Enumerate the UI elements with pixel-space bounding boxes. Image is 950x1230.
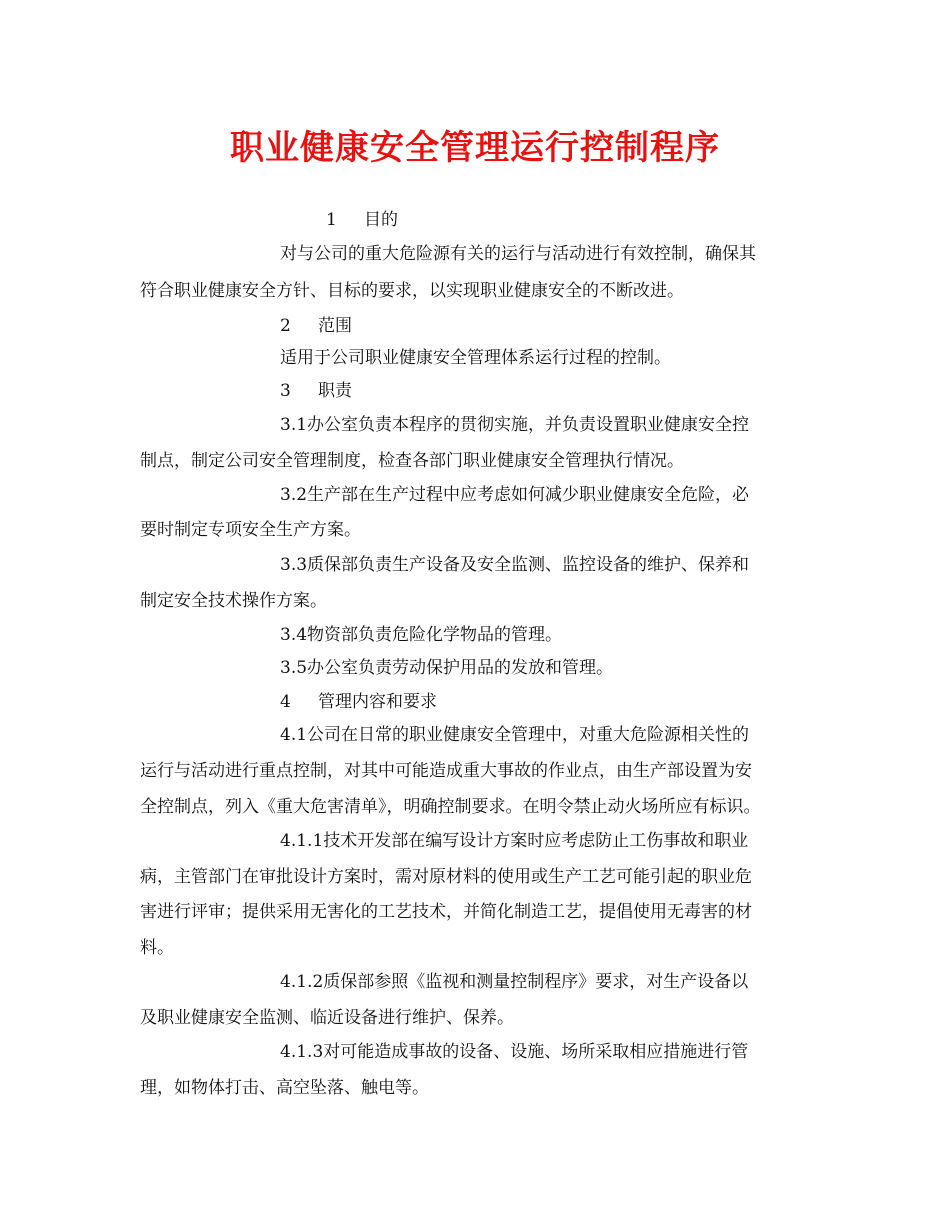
section-heading (280, 690, 950, 714)
paragraph-line: 3.4物资部负责危险化学物品的管理。 (280, 625, 563, 645)
paragraph-line: 对与公司的重大危险源有关的运行与活动进行有效控制，确保其 (280, 244, 756, 264)
paragraph-line: 制点，制定公司安全管理制度，检查各部门职业健康安全管理执行情况。 (140, 451, 684, 471)
section-title: 职责 (318, 381, 352, 401)
paragraph-line: 全控制点，列入《重大危害清单》，明确控制要求。在明令禁止动火场所应有标识。 (140, 797, 761, 817)
section-number: 4 (280, 692, 291, 712)
document-title: 职业健康安全管理运行控制程序 (230, 128, 720, 168)
paragraph-line: 适用于公司职业健康安全管理体系运行过程的控制。 (280, 348, 671, 368)
paragraph-line: 害进行评审；提供采用无害化的工艺技术，并简化制造工艺，提倡使用无毒害的材 (140, 902, 752, 922)
section-title: 范围 (318, 316, 352, 336)
paragraph-line: 符合职业健康安全方针、目标的要求，以实现职业健康安全的不断改进。 (140, 281, 684, 301)
paragraph-line: 理，如物体打击、高空坠落、触电等。 (140, 1078, 429, 1098)
paragraph-line: 制定安全技术操作方案。 (140, 591, 327, 611)
paragraph-line: 3.1办公室负责本程序的贯彻实施，并负责设置职业健康安全控 (280, 415, 750, 435)
section-heading (326, 208, 950, 232)
paragraph-line: 4.1.1技术开发部在编写设计方案时应考虑防止工伤事故和职业 (280, 831, 749, 851)
section-heading (280, 379, 950, 403)
paragraph-line: 要时制定专项安全生产方案。 (140, 520, 361, 540)
section-number: 2 (280, 316, 291, 336)
section-title: 目的 (364, 210, 398, 230)
paragraph-line: 3.3质保部负责生产设备及安全监测、监控设备的维护、保养和 (280, 555, 750, 575)
paragraph-line: 及职业健康安全监测、临近设备进行维护、保养。 (140, 1008, 514, 1028)
section-number: 1 (326, 210, 337, 230)
section-number: 3 (280, 381, 291, 401)
paragraph-line: 3.5办公室负责劳动保护用品的发放和管理。 (280, 658, 614, 678)
paragraph-line: 4.1.3对可能造成事故的设备、设施、场所采取相应措施进行管 (280, 1042, 749, 1062)
paragraph-line: 3.2生产部在生产过程中应考虑如何减少职业健康安全危险，必 (280, 485, 750, 505)
paragraph-line: 4.1.2质保部参照《监视和测量控制程序》要求，对生产设备以 (280, 972, 749, 992)
paragraph-line: 病，主管部门在审批设计方案时，需对原材料的使用或生产工艺可能引起的职业危 (140, 867, 752, 887)
paragraph-line: 4.1公司在日常的职业健康安全管理中，对重大危险源相关性的 (280, 725, 750, 745)
paragraph-line: 料。 (140, 938, 174, 958)
section-heading (280, 314, 950, 338)
section-title: 管理内容和要求 (318, 692, 437, 712)
paragraph-line: 运行与活动进行重点控制，对其中可能造成重大事故的作业点，由生产部设置为安 (140, 761, 752, 781)
